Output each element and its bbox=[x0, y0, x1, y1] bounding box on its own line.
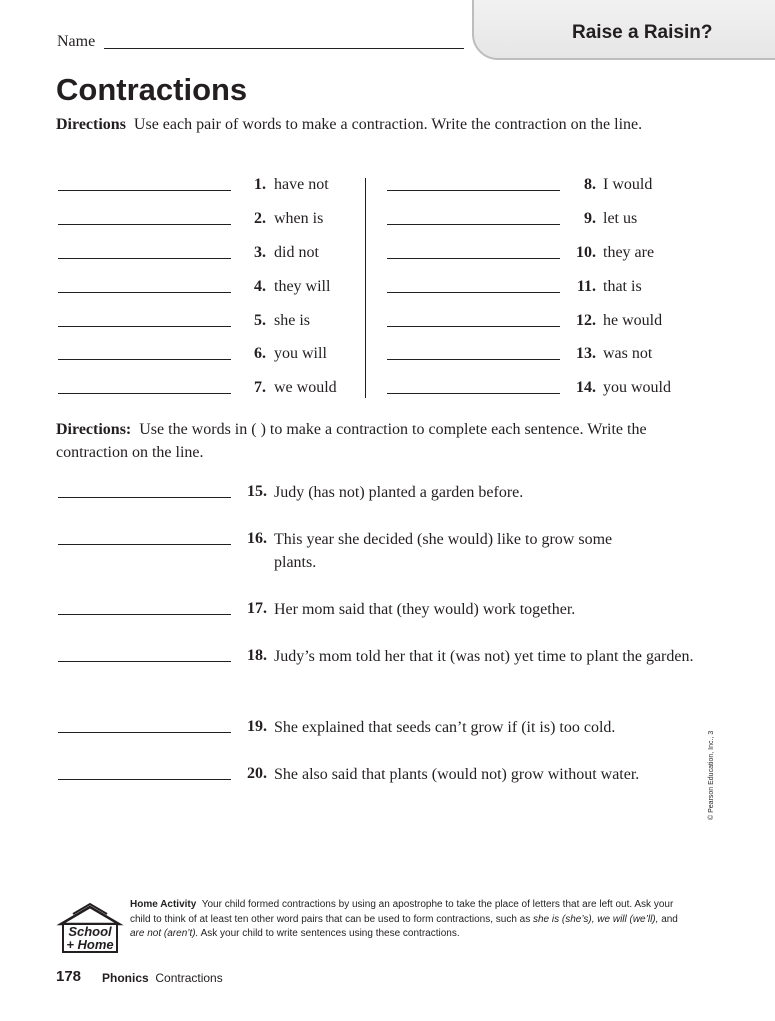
home-activity bbox=[130, 898, 685, 942]
word-pair: was not bbox=[603, 345, 653, 362]
sentence: This year she decided (she would) like to grow some plants. bbox=[274, 531, 613, 571]
item-number: 4. bbox=[254, 278, 266, 295]
item-number: 2. bbox=[254, 210, 266, 227]
item-number: 6. bbox=[254, 345, 266, 362]
footer-subject bbox=[102, 971, 223, 985]
copyright-notice: © Pearson Education, Inc., 3 bbox=[708, 730, 715, 820]
answer-line-17[interactable] bbox=[58, 614, 231, 615]
item-number: 11. bbox=[576, 278, 596, 295]
directions-text: Use each pair of words to make a contraction. Write the contraction on the line. bbox=[133, 116, 643, 133]
home-activity-text-end: Ask your child to write sentences using these contractions. bbox=[200, 928, 460, 939]
answer-line-2[interactable] bbox=[58, 224, 231, 225]
word-pair: I would bbox=[603, 176, 653, 193]
item-number: 13. bbox=[576, 345, 596, 362]
answer-line-5[interactable] bbox=[58, 326, 231, 327]
logo-line-1: School bbox=[68, 924, 112, 939]
home-activity-label: Home Activity bbox=[130, 899, 197, 910]
answer-line-18[interactable] bbox=[58, 661, 231, 662]
item-number: 1. bbox=[254, 176, 266, 193]
answer-line-7[interactable] bbox=[58, 393, 231, 394]
sentence: Her mom said that (they would) work together. bbox=[274, 601, 576, 618]
answer-line-10[interactable] bbox=[387, 258, 560, 259]
answer-line-12[interactable] bbox=[387, 326, 560, 327]
word-pair: when is bbox=[274, 210, 324, 227]
name-label: Name bbox=[57, 33, 96, 50]
word-pair: let us bbox=[603, 210, 638, 227]
sentence: She explained that seeds can’t grow if (it is) too cold. bbox=[274, 719, 616, 736]
answer-line-14[interactable] bbox=[387, 393, 560, 394]
answer-line-11[interactable] bbox=[387, 292, 560, 293]
item-number: 17. bbox=[247, 600, 267, 617]
word-pair: they are bbox=[603, 244, 655, 261]
item-number: 19. bbox=[247, 718, 267, 735]
page-number: 178 bbox=[56, 968, 82, 985]
word-pair: did not bbox=[274, 244, 319, 261]
answer-line-6[interactable] bbox=[58, 359, 231, 360]
item-number: 15. bbox=[247, 483, 267, 500]
directions-label: Directions bbox=[56, 116, 126, 133]
answer-line-19[interactable] bbox=[58, 732, 231, 733]
answer-line-1[interactable] bbox=[58, 190, 231, 191]
item-number: 9. bbox=[584, 210, 596, 227]
example-2: are not (aren’t). bbox=[130, 928, 199, 939]
directions-label: Directions: bbox=[56, 421, 132, 438]
item-number: 14. bbox=[576, 379, 596, 396]
answer-line-15[interactable] bbox=[58, 497, 231, 498]
item-number: 20. bbox=[247, 765, 267, 782]
word-pair: you would bbox=[603, 379, 671, 396]
word-pair: she is bbox=[274, 312, 310, 329]
word-pair: have not bbox=[274, 176, 329, 193]
directions-1 bbox=[56, 113, 686, 136]
word-pair: you will bbox=[274, 345, 327, 362]
sentence: Judy’s mom told her that it (was not) yet time to plant the garden. bbox=[274, 648, 694, 665]
name-field[interactable] bbox=[104, 48, 464, 49]
item-number: 7. bbox=[254, 379, 266, 396]
example-1: she is (she’s), we will (we’ll), bbox=[533, 913, 659, 925]
item-number: 16. bbox=[247, 530, 267, 547]
sentence: She also said that plants (would not) grow without water. bbox=[274, 766, 640, 783]
page-title: Contractions bbox=[56, 72, 248, 107]
answer-line-20[interactable] bbox=[58, 779, 231, 780]
answer-line-13[interactable] bbox=[387, 359, 560, 360]
item-number: 5. bbox=[254, 312, 266, 329]
answer-line-4[interactable] bbox=[58, 292, 231, 293]
sentence: Judy (has not) planted a garden before. bbox=[274, 484, 524, 501]
word-pair: we would bbox=[274, 379, 337, 396]
footer-topic: Contractions bbox=[155, 971, 223, 985]
answer-line-3[interactable] bbox=[58, 258, 231, 259]
home-activity-and: and bbox=[661, 913, 678, 925]
answer-line-9[interactable] bbox=[387, 224, 560, 225]
item-number: 3. bbox=[254, 244, 266, 261]
school-home-logo bbox=[55, 902, 125, 956]
item-number: 18. bbox=[247, 647, 267, 664]
item-number: 10. bbox=[576, 244, 596, 261]
item-number: 8. bbox=[584, 176, 596, 193]
home-activity-text: Your child formed contractions by using an apostrophe to take the place of letters that are left out. Ask your child to think of at least ten other word pairs that can be used to form contractions, such as bbox=[130, 899, 674, 925]
word-pair: he would bbox=[603, 312, 663, 329]
column-divider bbox=[365, 178, 366, 398]
directions-text: Use the words in ( ) to make a contraction to complete each sentence. Write the contraction on the line. bbox=[56, 421, 647, 461]
answer-line-16[interactable] bbox=[58, 544, 231, 545]
item-number: 12. bbox=[576, 312, 596, 329]
word-pair: that is bbox=[603, 278, 642, 295]
answer-line-8[interactable] bbox=[387, 190, 560, 191]
directions-2 bbox=[56, 418, 686, 464]
logo-line-2: + Home bbox=[66, 937, 114, 952]
footer-subject-name: Phonics bbox=[102, 971, 149, 985]
lesson-title: Raise a Raisin? bbox=[572, 22, 713, 43]
word-pair: they will bbox=[274, 278, 331, 295]
